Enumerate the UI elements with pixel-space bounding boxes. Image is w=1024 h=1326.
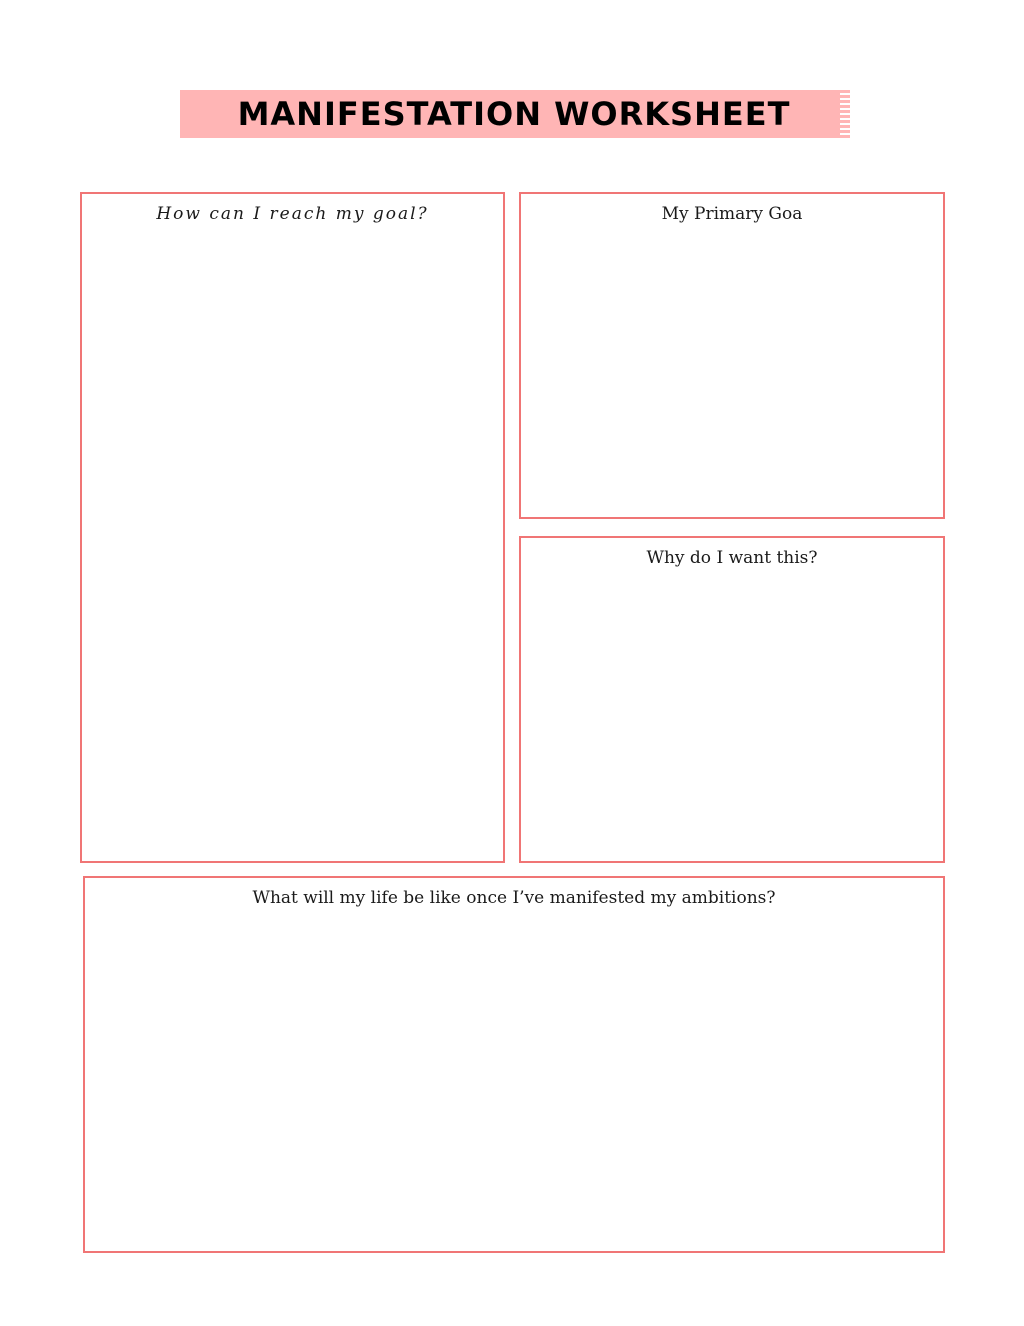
primary-goal-writing-area[interactable] [533, 238, 931, 505]
primary-goal-box [519, 192, 945, 519]
how-to-reach-goal-writing-area[interactable] [94, 238, 491, 849]
why-want-this-writing-area[interactable] [533, 582, 931, 849]
primary-goal-label: My Primary Goa [661, 204, 803, 224]
how-to-reach-goal-box [80, 192, 505, 863]
why-want-this-box [519, 536, 945, 863]
life-after-manifesting-label: What will my life be like once I’ve manifested my ambitions? [252, 888, 776, 908]
life-after-manifesting-writing-area[interactable] [97, 922, 931, 1239]
why-want-this-label: Why do I want this? [646, 548, 818, 568]
life-after-manifesting-box [83, 876, 945, 1253]
page-title: MANIFESTATION WORKSHEET [237, 95, 791, 133]
how-to-reach-goal-label: How can I reach my goal? [156, 204, 429, 224]
